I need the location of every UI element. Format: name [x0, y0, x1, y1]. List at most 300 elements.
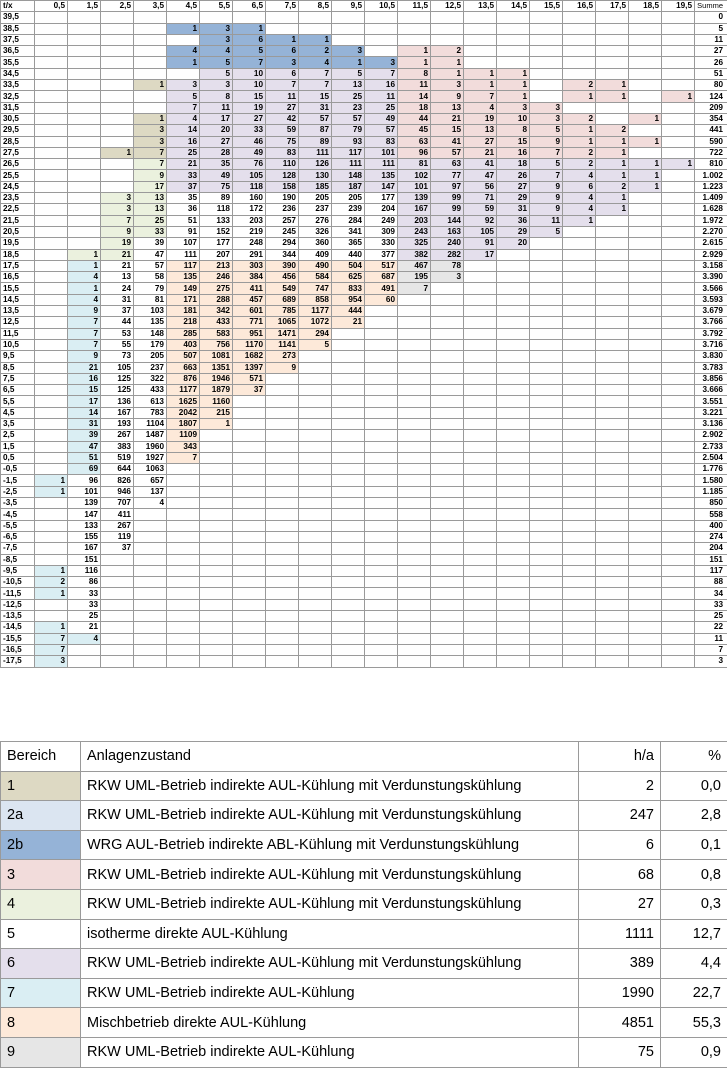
- hours-cell: 77: [431, 170, 464, 181]
- empty-cell: [299, 452, 332, 463]
- hours-cell: 75: [266, 136, 299, 147]
- empty-cell: [398, 588, 431, 599]
- temperature-label: -17,5: [1, 656, 35, 667]
- empty-cell: [101, 34, 134, 45]
- legend-header-row: [1, 742, 727, 772]
- empty-cell: [563, 249, 596, 260]
- empty-cell: [35, 509, 68, 520]
- hours-cell: 105: [233, 170, 266, 181]
- row-sum: 117: [695, 565, 727, 576]
- row-sum: 1.580: [695, 475, 727, 486]
- empty-cell: [365, 520, 398, 531]
- empty-cell: [233, 554, 266, 565]
- empty-cell: [563, 317, 596, 328]
- empty-cell: [464, 396, 497, 407]
- hours-cell: 3: [35, 656, 68, 667]
- empty-cell: [35, 611, 68, 622]
- hours-cell: 37: [233, 385, 266, 396]
- empty-cell: [101, 46, 134, 57]
- empty-cell: [431, 317, 464, 328]
- empty-cell: [266, 599, 299, 610]
- legend-percent: 22,7: [661, 978, 727, 1008]
- hours-cell: 3: [134, 125, 167, 136]
- empty-cell: [299, 633, 332, 644]
- empty-cell: [596, 215, 629, 226]
- temperature-label: -15,5: [1, 633, 35, 644]
- empty-cell: [35, 339, 68, 350]
- legend-hours: 68: [579, 860, 661, 890]
- hours-cell: 111: [365, 159, 398, 170]
- empty-cell: [365, 373, 398, 384]
- hours-cell: 111: [299, 147, 332, 158]
- x-header-6: 5,5: [200, 1, 233, 12]
- hours-cell: 160: [233, 193, 266, 204]
- empty-cell: [662, 622, 695, 633]
- empty-cell: [134, 46, 167, 57]
- empty-cell: [266, 373, 299, 384]
- hours-cell: 16: [497, 147, 530, 158]
- hours-cell: 2: [563, 80, 596, 91]
- hours-cell: 440: [332, 249, 365, 260]
- hours-cell: 53: [101, 328, 134, 339]
- hours-cell: 5: [299, 339, 332, 350]
- empty-cell: [398, 294, 431, 305]
- hours-cell: 103: [134, 306, 167, 317]
- empty-cell: [299, 498, 332, 509]
- empty-cell: [35, 418, 68, 429]
- empty-cell: [299, 418, 332, 429]
- hours-cell: 276: [299, 215, 332, 226]
- hours-cell: 1109: [167, 430, 200, 441]
- hours-cell: 1: [563, 136, 596, 147]
- hours-cell: 195: [398, 272, 431, 283]
- hours-cell: 3: [200, 80, 233, 91]
- empty-cell: [101, 68, 134, 79]
- empty-cell: [596, 68, 629, 79]
- temperature-label: 4,5: [1, 407, 35, 418]
- row-sum: 354: [695, 113, 727, 124]
- hours-cell: 47: [464, 170, 497, 181]
- empty-cell: [431, 565, 464, 576]
- empty-cell: [497, 611, 530, 622]
- hours-cell: 7: [299, 80, 332, 91]
- empty-cell: [431, 339, 464, 350]
- row-sum: 3.158: [695, 260, 727, 271]
- empty-cell: [563, 509, 596, 520]
- hours-cell: 1: [68, 249, 101, 260]
- empty-cell: [662, 328, 695, 339]
- empty-cell: [662, 125, 695, 136]
- empty-cell: [629, 554, 662, 565]
- empty-cell: [35, 531, 68, 542]
- legend-state-text: RKW UML-Betrieb indirekte AUL-Kühlung mit Verdunstungskühlung: [81, 801, 579, 831]
- hours-cell: 5: [200, 57, 233, 68]
- empty-cell: [596, 12, 629, 23]
- empty-cell: [596, 486, 629, 497]
- legend-header-bereich: Bereich: [1, 742, 81, 772]
- table-row: [1, 475, 727, 486]
- empty-cell: [398, 373, 431, 384]
- hours-cell: 9: [266, 362, 299, 373]
- hours-cell: 1: [101, 147, 134, 158]
- x-header-10: 9,5: [332, 1, 365, 12]
- hours-cell: 1: [563, 215, 596, 226]
- x-header-1: 0,5: [35, 1, 68, 12]
- empty-cell: [464, 34, 497, 45]
- empty-cell: [134, 565, 167, 576]
- empty-cell: [101, 599, 134, 610]
- hours-cell: 1: [35, 565, 68, 576]
- temperature-label: 11,5: [1, 328, 35, 339]
- empty-cell: [530, 509, 563, 520]
- hours-cell: 826: [101, 475, 134, 486]
- empty-cell: [629, 339, 662, 350]
- empty-cell: [233, 464, 266, 475]
- hours-cell: 21: [431, 113, 464, 124]
- empty-cell: [134, 102, 167, 113]
- legend-row: [1, 919, 727, 949]
- empty-cell: [497, 588, 530, 599]
- empty-cell: [233, 396, 266, 407]
- hours-cell: 20: [497, 238, 530, 249]
- empty-cell: [167, 34, 200, 45]
- hours-cell: 33: [134, 226, 167, 237]
- empty-cell: [596, 385, 629, 396]
- empty-cell: [464, 633, 497, 644]
- empty-cell: [35, 554, 68, 565]
- hours-cell: 87: [299, 125, 332, 136]
- table-row: [1, 351, 727, 362]
- empty-cell: [101, 644, 134, 655]
- hours-cell: 45: [398, 125, 431, 136]
- empty-cell: [365, 498, 398, 509]
- hours-cell: 490: [299, 260, 332, 271]
- empty-cell: [662, 238, 695, 249]
- empty-cell: [35, 373, 68, 384]
- empty-cell: [662, 486, 695, 497]
- empty-cell: [365, 656, 398, 667]
- empty-cell: [563, 452, 596, 463]
- hours-cell: 126: [299, 159, 332, 170]
- empty-cell: [464, 554, 497, 565]
- empty-cell: [431, 430, 464, 441]
- hours-cell: 91: [167, 226, 200, 237]
- empty-cell: [266, 407, 299, 418]
- empty-cell: [662, 351, 695, 362]
- table-row: [1, 328, 727, 339]
- row-sum: 2.270: [695, 226, 727, 237]
- empty-cell: [35, 249, 68, 260]
- hours-cell: 1: [629, 181, 662, 192]
- empty-cell: [464, 599, 497, 610]
- empty-cell: [431, 441, 464, 452]
- empty-cell: [266, 622, 299, 633]
- hours-cell: 7: [68, 339, 101, 350]
- empty-cell: [629, 193, 662, 204]
- empty-cell: [35, 260, 68, 271]
- hours-cell: 79: [332, 125, 365, 136]
- hours-cell: 4: [563, 204, 596, 215]
- empty-cell: [35, 159, 68, 170]
- empty-cell: [662, 418, 695, 429]
- table-row: [1, 644, 727, 655]
- hours-cell: 29: [497, 226, 530, 237]
- hours-cell: 71: [464, 193, 497, 204]
- empty-cell: [299, 599, 332, 610]
- hours-cell: 4: [68, 294, 101, 305]
- hours-cell: 325: [398, 238, 431, 249]
- empty-cell: [497, 328, 530, 339]
- row-sum: 441: [695, 125, 727, 136]
- legend-row: [1, 771, 727, 801]
- hours-cell: 946: [101, 486, 134, 497]
- empty-cell: [68, 68, 101, 79]
- empty-cell: [464, 385, 497, 396]
- empty-cell: [134, 611, 167, 622]
- empty-cell: [35, 543, 68, 554]
- legend-percent: 4,4: [661, 949, 727, 979]
- empty-cell: [134, 656, 167, 667]
- empty-cell: [398, 430, 431, 441]
- empty-cell: [431, 475, 464, 486]
- empty-cell: [563, 283, 596, 294]
- row-sum: 1.223: [695, 181, 727, 192]
- legend-percent: 0,9: [661, 1037, 727, 1067]
- empty-cell: [629, 407, 662, 418]
- empty-cell: [431, 385, 464, 396]
- temperature-label: -14,5: [1, 622, 35, 633]
- empty-cell: [464, 441, 497, 452]
- empty-cell: [497, 34, 530, 45]
- empty-cell: [497, 520, 530, 531]
- empty-cell: [200, 452, 233, 463]
- empty-cell: [497, 656, 530, 667]
- empty-cell: [497, 283, 530, 294]
- empty-cell: [563, 68, 596, 79]
- hours-cell: 27: [200, 136, 233, 147]
- empty-cell: [497, 475, 530, 486]
- empty-cell: [266, 520, 299, 531]
- hours-cell: 17: [68, 396, 101, 407]
- hours-cell: 5: [530, 159, 563, 170]
- hours-cell: 19: [233, 102, 266, 113]
- empty-cell: [167, 464, 200, 475]
- empty-cell: [35, 12, 68, 23]
- row-sum: 274: [695, 531, 727, 542]
- empty-cell: [398, 554, 431, 565]
- empty-cell: [662, 385, 695, 396]
- empty-cell: [266, 396, 299, 407]
- empty-cell: [464, 464, 497, 475]
- empty-cell: [464, 283, 497, 294]
- empty-cell: [68, 23, 101, 34]
- hours-cell: 7: [167, 452, 200, 463]
- row-sum: 3.830: [695, 351, 727, 362]
- temperature-label: 29,5: [1, 125, 35, 136]
- empty-cell: [530, 430, 563, 441]
- hours-cell: 644: [101, 464, 134, 475]
- empty-cell: [464, 306, 497, 317]
- hours-cell: 111: [167, 249, 200, 260]
- hours-cell: 409: [299, 249, 332, 260]
- empty-cell: [431, 23, 464, 34]
- row-sum: 209: [695, 102, 727, 113]
- hours-cell: 29: [497, 193, 530, 204]
- hours-cell: 1: [497, 68, 530, 79]
- empty-cell: [563, 362, 596, 373]
- empty-cell: [662, 644, 695, 655]
- temperature-label: 2,5: [1, 430, 35, 441]
- hours-cell: 152: [200, 226, 233, 237]
- hours-cell: 1: [134, 80, 167, 91]
- empty-cell: [398, 475, 431, 486]
- hours-cell: 1: [596, 136, 629, 147]
- row-sum: 204: [695, 543, 727, 554]
- empty-cell: [233, 418, 266, 429]
- legend-header-hours: h/a: [579, 742, 661, 772]
- hours-cell: 93: [332, 136, 365, 147]
- hours-cell: 215: [200, 407, 233, 418]
- hours-cell: 433: [200, 317, 233, 328]
- empty-cell: [530, 272, 563, 283]
- empty-cell: [431, 396, 464, 407]
- x-header-2: 1,5: [68, 1, 101, 12]
- empty-cell: [497, 509, 530, 520]
- empty-cell: [464, 373, 497, 384]
- empty-cell: [629, 577, 662, 588]
- empty-cell: [662, 452, 695, 463]
- hours-cell: 1: [629, 136, 662, 147]
- empty-cell: [332, 34, 365, 45]
- hours-cell: 207: [200, 249, 233, 260]
- hours-cell: 37: [167, 181, 200, 192]
- empty-cell: [266, 430, 299, 441]
- empty-cell: [596, 102, 629, 113]
- hours-cell: 13: [431, 102, 464, 113]
- table-row: [1, 272, 727, 283]
- hours-cell: 102: [398, 170, 431, 181]
- empty-cell: [629, 486, 662, 497]
- hours-cell: 46: [233, 136, 266, 147]
- empty-cell: [200, 543, 233, 554]
- empty-cell: [332, 622, 365, 633]
- hours-cell: 491: [365, 283, 398, 294]
- hours-cell: 23: [332, 102, 365, 113]
- empty-cell: [530, 23, 563, 34]
- hours-cell: 36: [497, 215, 530, 226]
- empty-cell: [200, 656, 233, 667]
- empty-cell: [629, 102, 662, 113]
- empty-cell: [101, 565, 134, 576]
- empty-cell: [431, 622, 464, 633]
- empty-cell: [35, 452, 68, 463]
- temperature-label: -9,5: [1, 565, 35, 576]
- empty-cell: [398, 611, 431, 622]
- empty-cell: [266, 588, 299, 599]
- empty-cell: [629, 23, 662, 34]
- empty-cell: [35, 136, 68, 147]
- empty-cell: [167, 520, 200, 531]
- x-header-15: 14,5: [497, 1, 530, 12]
- empty-cell: [497, 498, 530, 509]
- hours-cell: 39: [134, 238, 167, 249]
- empty-cell: [629, 249, 662, 260]
- empty-cell: [299, 362, 332, 373]
- hours-cell: 81: [398, 159, 431, 170]
- empty-cell: [662, 599, 695, 610]
- hours-cell: 19: [101, 238, 134, 249]
- hours-cell: 4: [299, 57, 332, 68]
- empty-cell: [332, 396, 365, 407]
- empty-cell: [233, 475, 266, 486]
- hours-cell: 245: [266, 226, 299, 237]
- empty-cell: [464, 565, 497, 576]
- temperature-label: -4,5: [1, 509, 35, 520]
- empty-cell: [662, 407, 695, 418]
- empty-cell: [629, 34, 662, 45]
- hours-cell: 1065: [266, 317, 299, 328]
- empty-cell: [563, 464, 596, 475]
- hours-cell: 13: [464, 125, 497, 136]
- legend-table: [0, 741, 727, 1068]
- hours-cell: 1471: [266, 328, 299, 339]
- hours-cell: 384: [233, 272, 266, 283]
- empty-cell: [332, 565, 365, 576]
- empty-cell: [530, 407, 563, 418]
- table-row: [1, 23, 727, 34]
- table-row: [1, 441, 727, 452]
- temperature-label: 18,5: [1, 249, 35, 260]
- empty-cell: [68, 170, 101, 181]
- empty-cell: [167, 543, 200, 554]
- empty-cell: [266, 486, 299, 497]
- hours-cell: 31: [299, 102, 332, 113]
- empty-cell: [596, 464, 629, 475]
- hours-cell: 42: [266, 113, 299, 124]
- empty-cell: [530, 543, 563, 554]
- empty-cell: [497, 554, 530, 565]
- table-row: [1, 226, 727, 237]
- empty-cell: [35, 204, 68, 215]
- empty-cell: [464, 407, 497, 418]
- empty-cell: [563, 34, 596, 45]
- empty-cell: [332, 12, 365, 23]
- empty-cell: [629, 418, 662, 429]
- hours-cell: 130: [299, 170, 332, 181]
- temperature-label: 12,5: [1, 317, 35, 328]
- empty-cell: [167, 633, 200, 644]
- hours-cell: 128: [266, 170, 299, 181]
- row-sum: 722: [695, 147, 727, 158]
- hours-cell: 1081: [200, 351, 233, 362]
- hours-cell: 584: [299, 272, 332, 283]
- empty-cell: [266, 385, 299, 396]
- legend-hours: 247: [579, 801, 661, 831]
- hours-cell: 383: [101, 441, 134, 452]
- hours-cell: 1: [464, 68, 497, 79]
- table-row: [1, 599, 727, 610]
- hours-cell: 25: [167, 147, 200, 158]
- empty-cell: [596, 441, 629, 452]
- hours-cell: 19: [464, 113, 497, 124]
- hours-cell: 1: [563, 91, 596, 102]
- empty-cell: [629, 441, 662, 452]
- empty-cell: [497, 407, 530, 418]
- empty-cell: [398, 452, 431, 463]
- temperature-label: 36,5: [1, 46, 35, 57]
- legend-area-id: 2b: [1, 830, 81, 860]
- table-row: [1, 204, 727, 215]
